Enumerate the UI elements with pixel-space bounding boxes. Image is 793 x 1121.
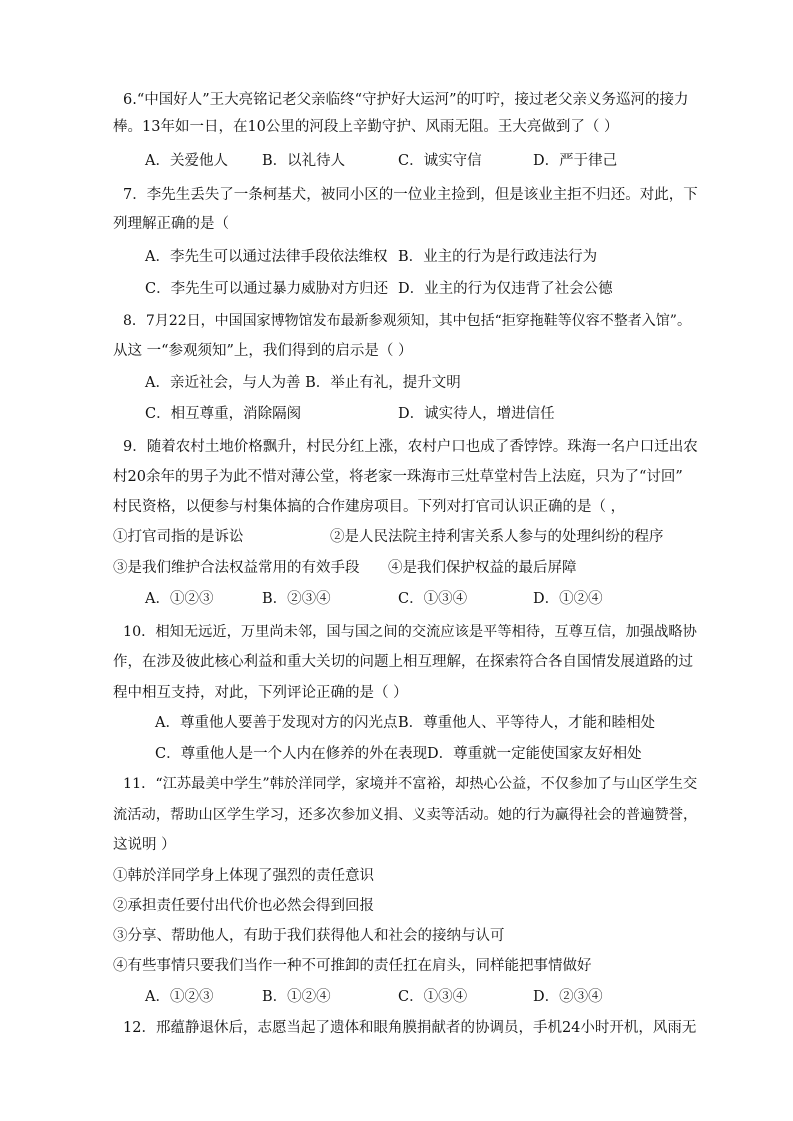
- q6-stem-line1: 6.“中国好人”王大亮铭记老父亲临终“守护好大运河”的叮咛，接过老父亲义务巡河的接力: [123, 92, 689, 108]
- q7-option-b: B．业主的行为是行政违法行为: [398, 249, 598, 265]
- q8-stem-line2: 从这 一“参观须知”上，我们得到的启示是（ ）: [113, 343, 413, 359]
- q7-option-d: D．业主的行为仅违背了社会公德: [398, 281, 613, 297]
- q9-statement-3: ③是我们维护合法权益常用的有效手段: [113, 560, 360, 576]
- q10-stem-line2: 作，在涉及彼此核心利益和重大关切的问题上相互理解，在探索符合各自国情发展道路的过: [113, 654, 693, 670]
- q11-option-a: A．①②③: [145, 989, 214, 1005]
- q11-statement-1: ①韩於洋同学身上体现了强烈的责任意识: [113, 868, 374, 884]
- q11-statement-3: ③分享、帮助他人，有助于我们获得他人和社会的接纳与认可: [113, 928, 505, 944]
- q6-stem-line2: 棒。13年如一日，在10公里的河段上辛勤守护、风雨无阻。王大亮做到了（ ）: [113, 119, 619, 135]
- q10-option-c: C．尊重他人是一个人内在修养的外在表现: [155, 746, 428, 762]
- q10-option-d: D．尊重就一定能使国家友好相处: [427, 746, 642, 762]
- q10-option-a: A．尊重他人要善于发现对方的闪光点: [155, 715, 398, 731]
- q10-option-b: B．尊重他人、平等待人，才能和睦相处: [398, 715, 656, 731]
- q7-stem-line1: 7．李先生丢失了一条柯基犬，被同小区的一位业主捡到，但是该业主拒不归还。对此，下: [123, 187, 698, 203]
- q9-stem-line2: 村20余年的男子为此不惜对薄公堂，将老家一珠海市三灶草堂村告上法庭，只为了“讨回”: [113, 469, 683, 485]
- q9-option-b: B．②③④: [262, 591, 331, 607]
- q11-statement-2: ②承担责任要付出代价也必然会得到回报: [113, 898, 374, 914]
- q9-statement-2: ②是人民法院主持利害关系人参与的处理纠纷的程序: [330, 529, 664, 545]
- q7-option-c: C．李先生可以通过暴力威胁对方归还: [145, 281, 389, 297]
- q9-option-c: C．①③④: [398, 591, 468, 607]
- q11-option-d: D．②③④: [533, 989, 603, 1005]
- q12-stem-line1: 12．邢蕴静退休后，志愿当起了遗体和眼角膜捐献者的协调员，手机24小时开机，风雨无: [123, 1020, 697, 1036]
- q11-option-c: C．①③④: [398, 989, 468, 1005]
- q10-stem-line1: 10．相知无远近，万里尚未邻，国与国之间的交流应该是平等相待，互尊互信，加强战略协: [123, 624, 697, 640]
- q10-stem-line3: 程中相互支持，对此，下列评论正确的是（ ）: [113, 685, 408, 701]
- q6-option-c: C．诚实守信: [398, 153, 482, 169]
- q11-stem-line3: 这说明 ）: [113, 837, 176, 853]
- q7-stem-line2: 列理解正确的是（: [113, 216, 229, 232]
- q8-option-c: C．相互尊重，消除隔阂: [145, 406, 302, 422]
- q7-option-a: A．李先生可以通过法律手段依法维权: [145, 249, 388, 265]
- q9-statement-1: ①打官司指的是诉讼: [113, 529, 244, 545]
- q9-statement-4: ④是我们保护权益的最后屏障: [388, 560, 577, 576]
- q6-option-b: B．以礼待人: [262, 153, 346, 169]
- q8-option-d: D．诚实待人，增进信任: [398, 406, 555, 422]
- q11-stem-line1: 11．“江苏最美中学生”韩於洋同学，家境并不富裕，却热心公益，不仅参加了与山区学生交: [123, 776, 698, 792]
- q11-statement-4: ④有些事情只要我们当作一种不可推卸的责任扛在肩头，同样能把事情做好: [113, 958, 592, 974]
- q9-stem-line3: 村民资格，以便参与村集体搞的合作建房项目。下列对打官司认识正确的是（ ，: [113, 499, 626, 515]
- q8-option-ab: A．亲近社会，与人为善 B．举止有礼，提升文明: [145, 375, 461, 391]
- q9-option-d: D．①②④: [533, 591, 603, 607]
- q9-stem-line1: 9．随着农村土地价格飘升，村民分红上涨，农村户口也成了香饽饽。珠海一名户口迁出农: [123, 439, 698, 455]
- q11-option-b: B．①②④: [262, 989, 331, 1005]
- q9-option-a: A．①②③: [145, 591, 214, 607]
- q8-stem-line1: 8．7月22日，中国国家博物馆发布最新参观须知，其中包括“拒穿拖鞋等仪容不整者入馆”。: [123, 313, 691, 329]
- q11-stem-line2: 流活动，帮助山区学生学习，还多次参加义捐、义卖等活动。她的行为赢得社会的普遍赞誉，: [113, 807, 698, 823]
- q6-option-a: A．关爱他人: [145, 153, 228, 169]
- q6-option-d: D．严于律己: [533, 153, 618, 169]
